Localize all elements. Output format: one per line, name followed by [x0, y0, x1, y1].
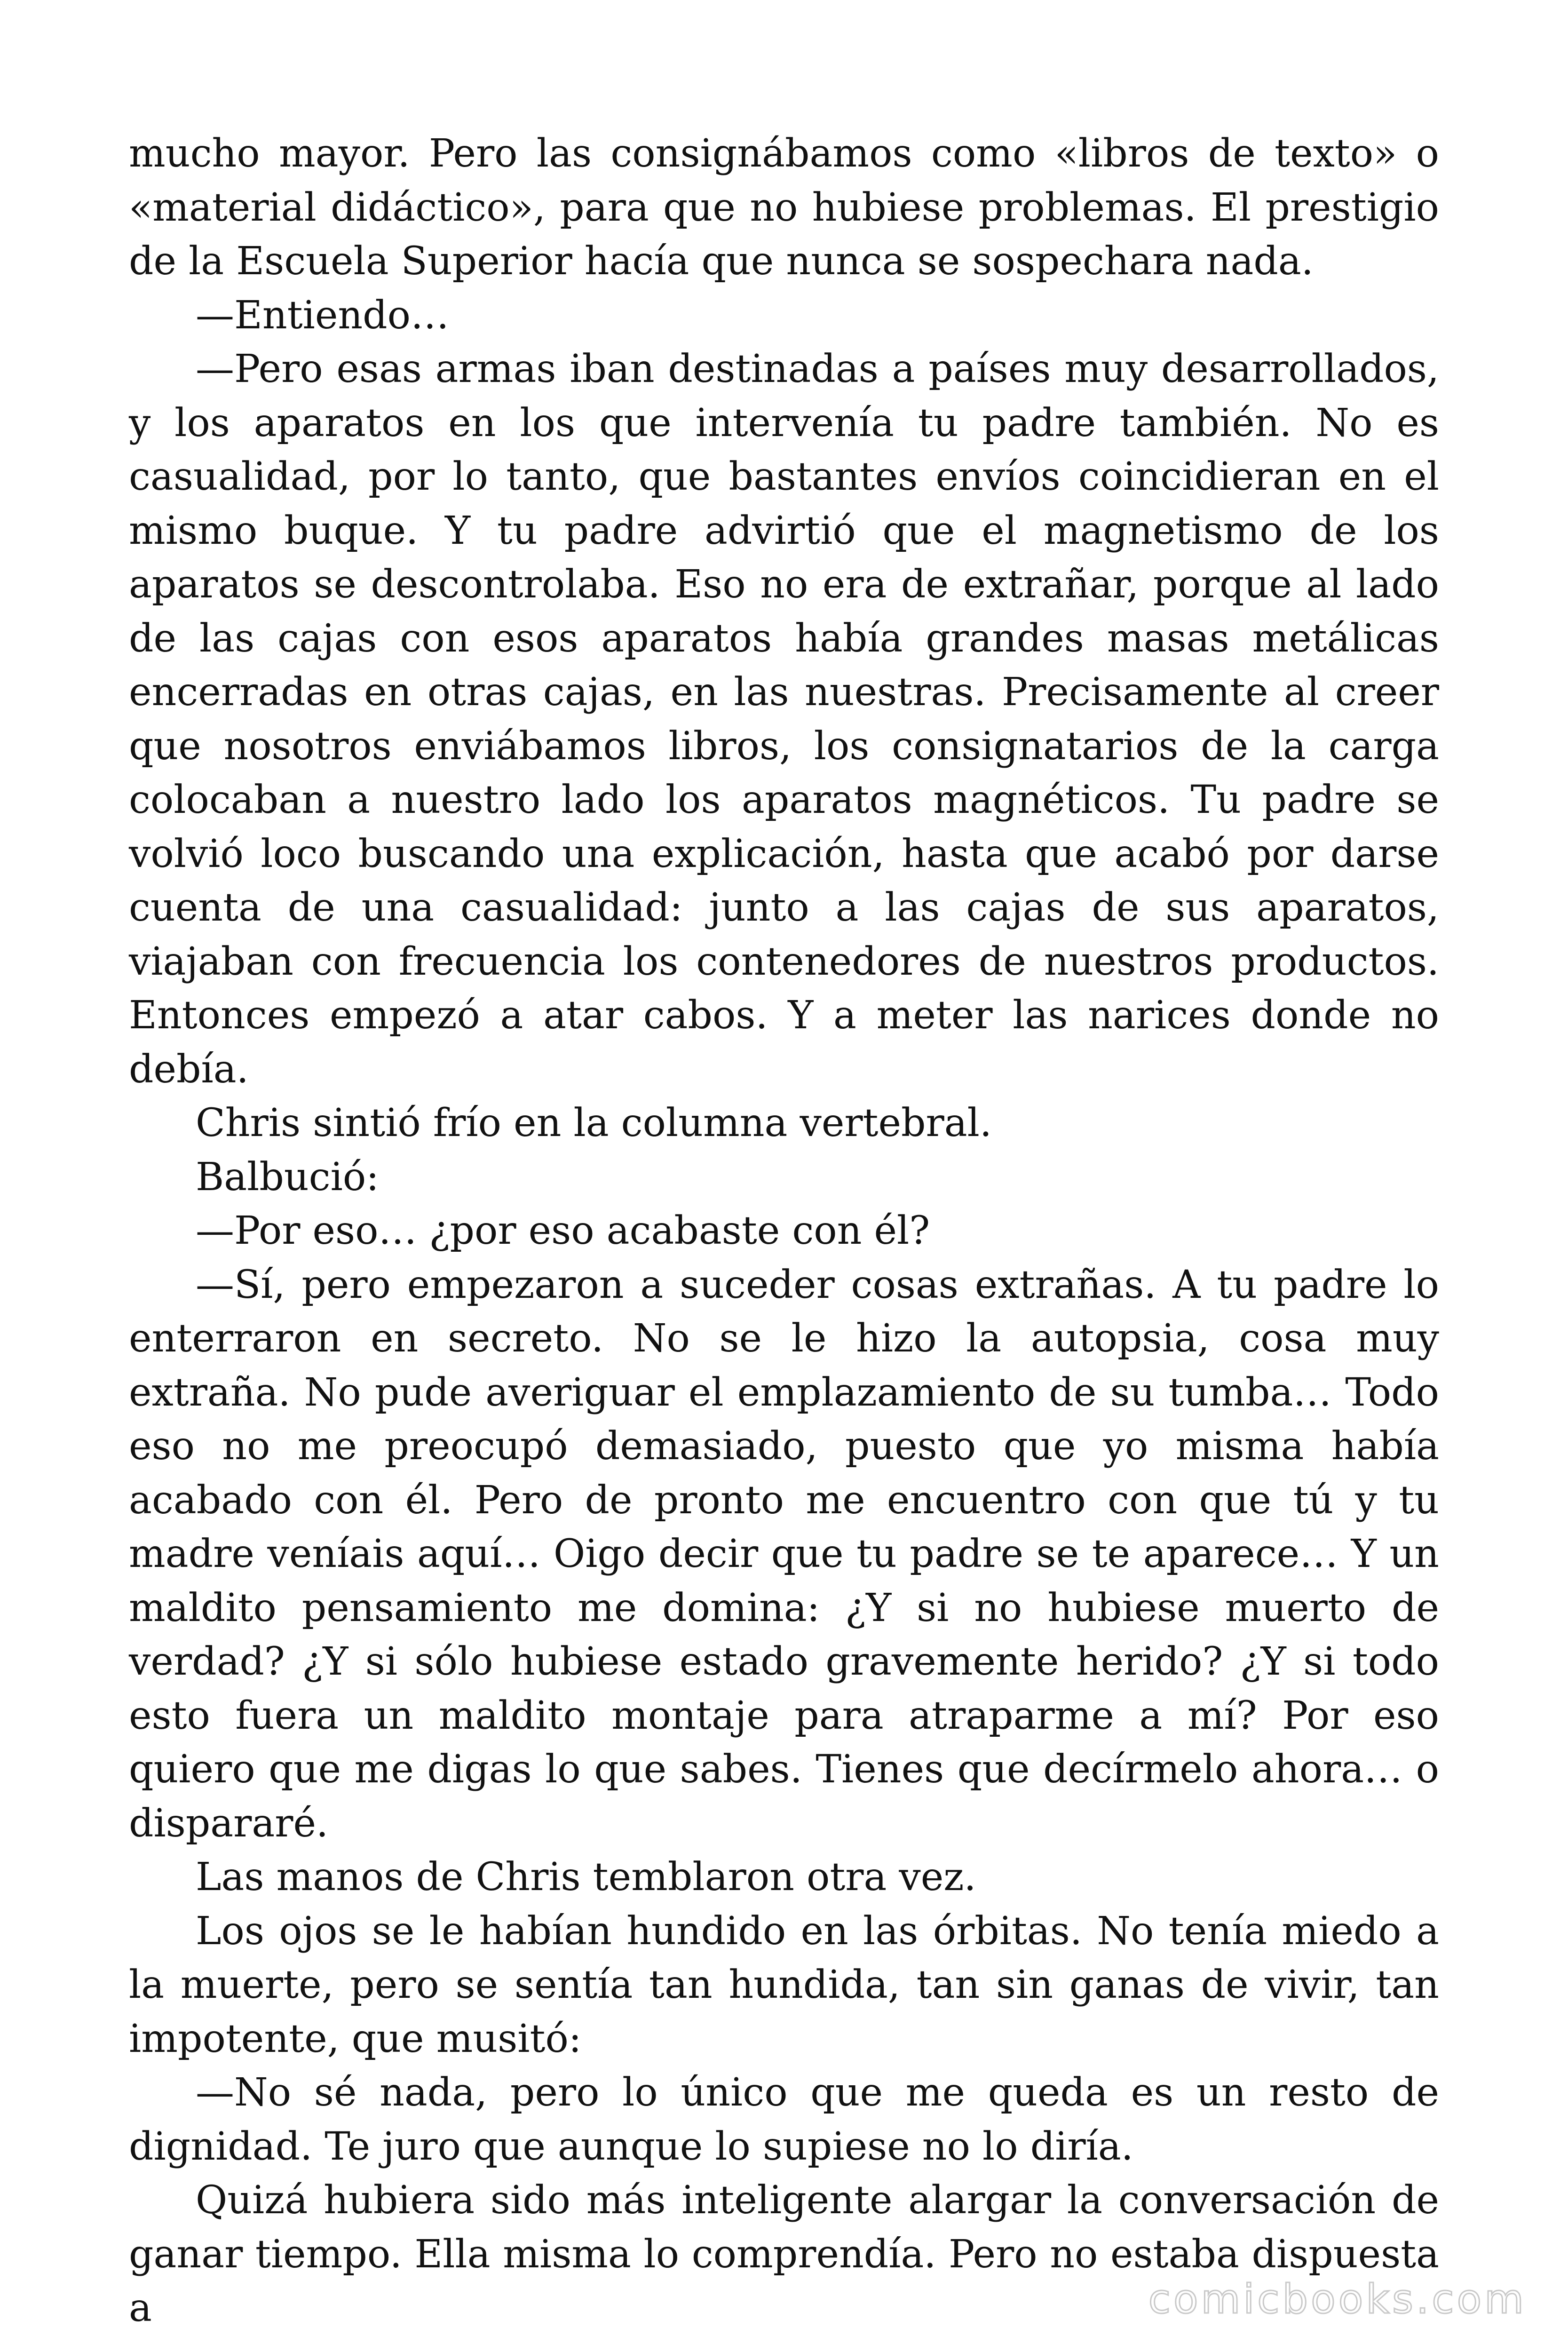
paragraph: —Por eso… ¿por eso acabaste con él? — [196, 1208, 930, 1253]
paragraph: Quizá hubiera sido más inteligente alargar la conversación de ganar tiempo. Ella misma lo comprendía. Pero no estaba dispuesta a — [129, 2178, 1439, 2330]
body-text — [129, 127, 1439, 2336]
watermark: comicbooks.com — [1148, 2276, 1527, 2323]
paragraph: Las manos de Chris temblaron otra vez. — [196, 1855, 976, 1899]
paragraph: Los ojos se le habían hundido en las órbitas. No tenía miedo a la muerte, pero se sentía tan hundida, tan sin ganas de vivir, tan impotente, que musitó: — [129, 1908, 1439, 2061]
paragraph: mucho mayor. Pero las consignábamos como «libros de texto» o «material didáctico», para que no hubiese problemas. El prestigio de la Escuela Superior hacía que nunca se sospechara nada. — [129, 131, 1439, 284]
paragraph: Balbució: — [196, 1154, 379, 1200]
paragraph: —Sí, pero empezaron a suceder cosas extrañas. A tu padre lo enterraron en secreto. No se le hizo la autopsia, cosa muy extraña. No pude averiguar el emplazamiento de su tumba… Todo eso no me preocupó demasiado, puesto que yo misma había acabado con él. Pero de pronto me encuentro con que tú y tu madre veníais aquí… Oigo decir que tu padre se te aparece… Y un maldito pensamiento me domina: ¿Y si no hubiese muerto de verdad? ¿Y si sólo hubiese estado gravemente herido? ¿Y si todo esto fuera un maldito montaje para atraparme a mí? Por eso quiero que me digas lo que sabes. Tienes que decírmelo ahora… o dispararé. — [129, 1262, 1439, 1846]
paragraph: —No sé nada, pero lo único que me queda es un resto de dignidad. Te juro que aunque lo supiese no lo diría. — [129, 2070, 1439, 2169]
paragraph: Chris sintió frío en la columna vertebral. — [196, 1101, 992, 1145]
paragraph: —Pero esas armas iban destinadas a países muy desarrollados, y los aparatos en los que intervenía tu padre también. No es casualidad, por lo tanto, que bastantes envíos coincidieran en el mismo buque. Y tu padre advirtió que el magnetismo de los aparatos se descontrolaba. Eso no era de extrañar, porque al lado de las cajas con esos aparatos había grandes masas metálicas encerradas en otras cajas, en las nuestras. Precisamente al creer que nosotros enviábamos libros, los consignatarios de la carga colocaban a nuestro lado los aparatos magnéticos. Tu padre se volvió loco buscando una explicación, hasta que acabó por darse cuenta de una casualidad: junto a las cajas de sus aparatos, viajaban con frecuencia los contenedores de nuestros productos. Entonces empezó a atar cabos. Y a meter las narices donde no debía. — [129, 347, 1439, 1092]
paragraph: —Entiendo… — [196, 293, 450, 338]
